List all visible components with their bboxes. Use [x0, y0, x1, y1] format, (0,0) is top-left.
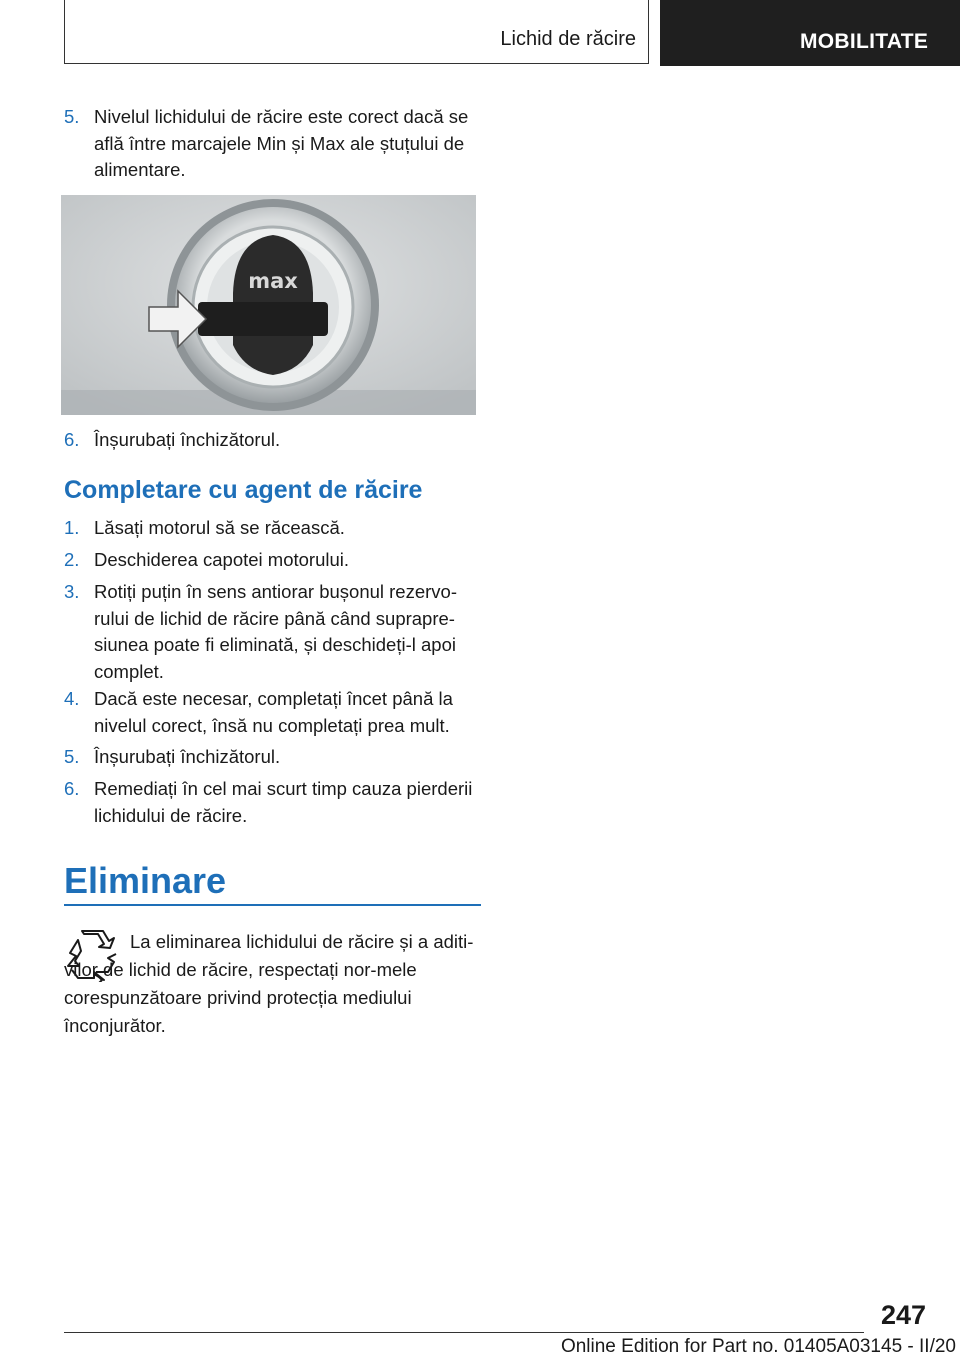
disposal-text: La eliminarea lichidului de răcire și a aditi-vilor de lichid de răcire, respectați nor-mele corespunzătoare privind protecția mediului înconjurător.	[64, 931, 474, 1036]
refill-step-1	[64, 515, 484, 542]
step-5-level	[64, 104, 484, 184]
step-text: Nivelul lichidului de răcire este corect dacă se află între marcajele Min și Max ale ștuțului de alimentare.	[94, 106, 469, 180]
header-bottom-rule	[64, 63, 648, 64]
step-number: 6.	[64, 429, 80, 450]
step-text: Dacă este necesar, completați încet până la nivelul corect, însă nu completați prea mult.	[94, 688, 453, 736]
header-chapter-tab: MOBILITATE	[660, 0, 960, 66]
disposal-heading: Eliminare	[64, 860, 227, 901]
recycle-icon	[64, 928, 118, 982]
refill-step-3	[64, 579, 484, 685]
header-section-title: Lichid de răcire	[500, 28, 636, 50]
step-text: Remediați în cel mai scurt timp cauza pierderii lichidului de răcire.	[94, 778, 473, 826]
refill-step-6	[64, 776, 484, 829]
step-number: 2.	[64, 549, 80, 570]
step-text: Înșurubați închizătorul.	[94, 746, 281, 767]
step-number: 5.	[64, 746, 80, 767]
refill-step-4	[64, 686, 484, 739]
step-text: Lăsați motorul să se răcească.	[94, 517, 345, 538]
footer-rule	[64, 1332, 864, 1333]
refill-step-5	[64, 744, 484, 771]
step-number: 3.	[64, 581, 80, 602]
step-6-screw	[64, 427, 484, 454]
footer-edition: Online Edition for Part no. 01405A03145 - II/20	[560, 1336, 956, 1357]
heading-underline	[64, 904, 481, 906]
step-number: 5.	[64, 106, 80, 127]
header-divider	[648, 0, 649, 64]
refill-heading: Completare cu agent de răcire	[64, 476, 423, 504]
max-marking: max	[248, 269, 298, 293]
step-text: Deschiderea capotei motorului.	[94, 549, 350, 570]
coolant-cap-photo	[61, 195, 476, 415]
step-text: Înșurubați închizătorul.	[94, 429, 281, 450]
header-left-rule	[64, 0, 65, 64]
step-number: 6.	[64, 778, 80, 799]
refill-step-2	[64, 547, 484, 574]
step-text: Rotiți puțin în sens antiorar bușonul rezervo-rului de lichid de răcire până când suprapre-siunea poate fi eliminată, și deschideți-l apoi complet.	[94, 581, 457, 682]
step-number: 1.	[64, 517, 80, 538]
step-number: 4.	[64, 688, 80, 709]
page-number: 247	[880, 1300, 926, 1330]
